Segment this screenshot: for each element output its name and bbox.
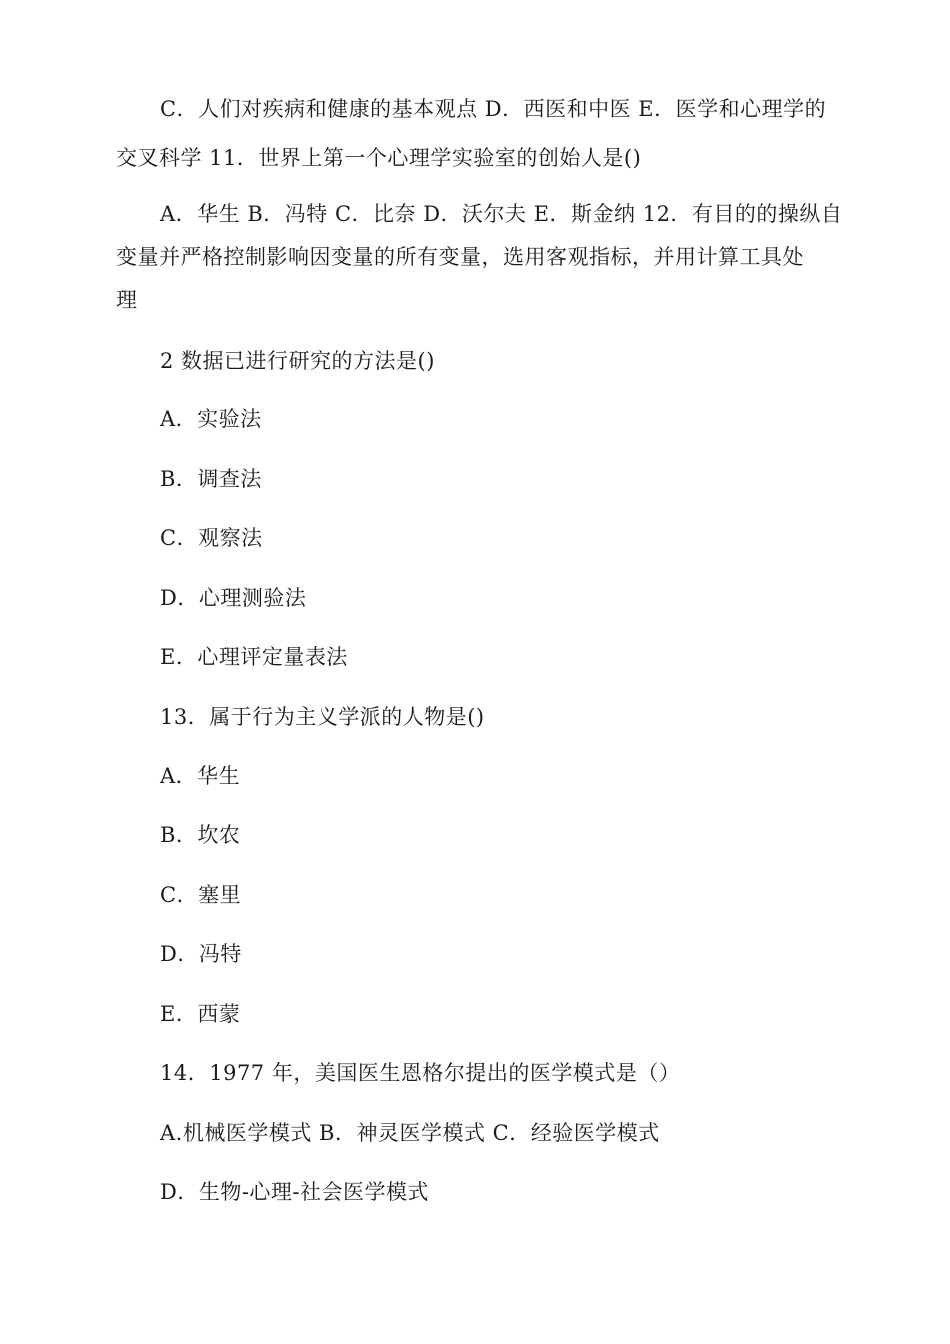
q12-option-a: A．实验法: [160, 407, 262, 431]
q11-options-line: A．华生 B．冯特 C．比奈 D．沃尔夫 E．斯金纳 12．有目的的操纵自: [160, 202, 843, 226]
q12-question-line-3: 2 数据已进行研究的方法是(): [160, 349, 435, 373]
q13-option-d: D．冯特: [160, 942, 242, 966]
q12-option-b: B．调查法: [160, 467, 262, 491]
q11-question-line: 交叉科学 11．世界上第一个心理学实验室的创始人是(): [116, 146, 642, 170]
q12-question-line-1: 变量并严格控制影响因变量的所有变量，选用客观指标，并用计算工具处: [116, 245, 804, 269]
q10-options-line: C．人们对疾病和健康的基本观点 D．西医和中医 E．医学和心理学的: [160, 97, 827, 121]
q13-option-c: C．塞里: [160, 883, 242, 907]
q14-question-line: 14．1977 年，美国医生恩格尔提出的医学模式是（）: [160, 1061, 681, 1085]
q13-option-a: A．华生: [160, 764, 241, 788]
q13-option-b: B．坎农: [160, 823, 241, 847]
q13-option-e: E．西蒙: [160, 1002, 241, 1026]
q12-option-c: C．观察法: [160, 526, 263, 550]
q13-question-line: 13．属于行为主义学派的人物是(): [160, 705, 485, 729]
q14-options-line-2: D．生物-心理-社会医学模式: [160, 1180, 430, 1204]
q12-question-line-2: 理: [116, 288, 138, 312]
q12-option-e: E．心理评定量表法: [160, 645, 348, 669]
q12-option-d: D．心理测验法: [160, 586, 307, 610]
q14-options-line-1: A.机械医学模式 B．神灵医学模式 C．经验医学模式: [160, 1121, 660, 1145]
